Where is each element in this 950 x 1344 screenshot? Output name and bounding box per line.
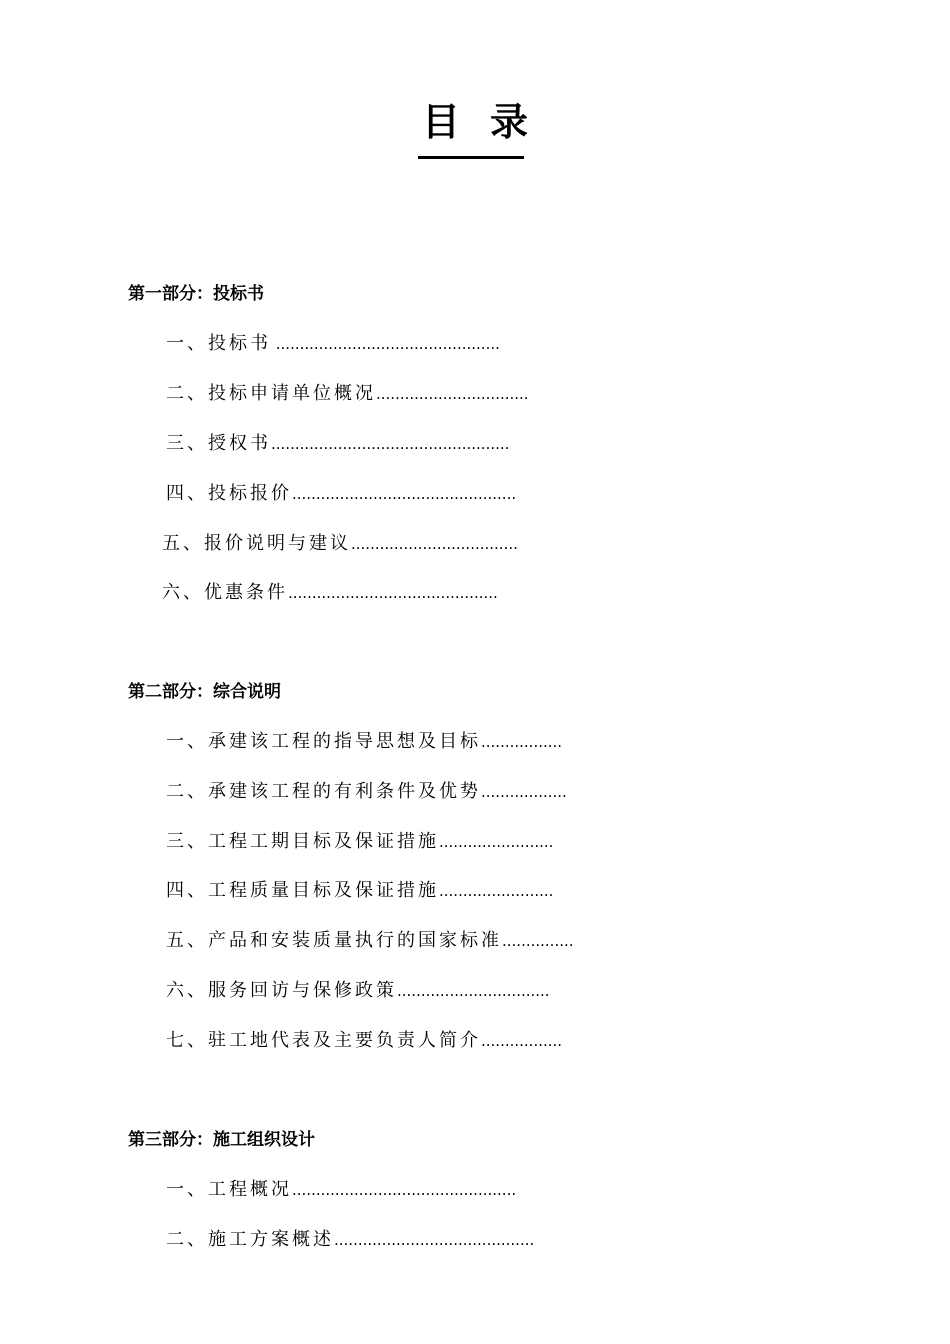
page-title: 目录	[421, 100, 558, 144]
toc-entry[interactable]	[166, 482, 516, 506]
toc-entry-label: 六、优惠条件	[162, 582, 288, 603]
toc-entry-leader: ................................	[376, 385, 529, 403]
toc-entry-label: 七、驻工地代表及主要负责人简介	[166, 1030, 481, 1051]
toc-entry-label: 一、投标书	[166, 333, 271, 354]
toc-entry[interactable]	[166, 1228, 534, 1252]
toc-entry-leader: .................	[481, 733, 563, 751]
toc-entry-label: 四、投标报价	[166, 483, 292, 504]
toc-entry[interactable]	[166, 382, 529, 406]
toc-entry-label: 四、工程质量目标及保证措施	[166, 880, 439, 901]
toc-entry-leader: ............................................	[288, 584, 498, 602]
section-heading-1: 第一部分：投标书	[128, 284, 264, 304]
toc-entry[interactable]	[166, 929, 574, 953]
toc-entry-label: 二、投标申请单位概况	[166, 383, 376, 404]
toc-entry-label: 二、施工方案概述	[166, 1229, 334, 1250]
toc-entry-leader: .................	[481, 1032, 563, 1050]
toc-entry-label: 六、服务回访与保修政策	[166, 980, 397, 1001]
toc-entry-label: 三、授权书	[166, 433, 271, 454]
toc-entry-leader: ..........................................	[334, 1231, 535, 1249]
toc-entry[interactable]	[166, 879, 553, 903]
toc-entry-label: 五、产品和安装质量执行的国家标准	[166, 930, 502, 951]
title-underline	[418, 156, 524, 159]
toc-entry-leader: ...................................	[351, 535, 518, 553]
toc-entry-leader: ...............................................	[292, 1181, 517, 1199]
toc-entry-label: 二、承建该工程的有利条件及优势	[166, 781, 481, 802]
toc-entry-leader: ........................	[439, 833, 554, 851]
section-heading-2: 第二部分：综合说明	[128, 682, 281, 702]
toc-entry[interactable]	[162, 532, 518, 556]
toc-entry-label: 三、工程工期目标及保证措施	[166, 831, 439, 852]
toc-entry-leader: ...............	[502, 932, 574, 950]
toc-entry[interactable]	[166, 979, 550, 1003]
toc-entry-label: 五、报价说明与建议	[162, 533, 351, 554]
toc-entry-leader: ...............................................	[271, 335, 500, 353]
toc-entry[interactable]	[166, 432, 509, 456]
toc-entry[interactable]	[166, 780, 567, 804]
toc-entry-label: 一、承建该工程的指导思想及目标	[166, 731, 481, 752]
toc-entry-label: 一、工程概况	[166, 1179, 292, 1200]
toc-entry-leader: ........................	[439, 882, 554, 900]
toc-entry[interactable]	[166, 1178, 516, 1202]
toc-entry[interactable]	[166, 830, 553, 854]
toc-entry[interactable]	[166, 1029, 562, 1053]
section-heading-3: 第三部分：施工组织设计	[128, 1130, 315, 1150]
toc-entry[interactable]	[166, 730, 562, 754]
toc-entry-leader: ................................	[397, 982, 550, 1000]
toc-entry-leader: ..................	[481, 783, 567, 801]
toc-entry[interactable]	[162, 581, 498, 605]
toc-entry-leader: ...............................................	[292, 485, 517, 503]
toc-entry[interactable]	[166, 332, 500, 356]
toc-entry-leader: ..................................................	[271, 435, 510, 453]
